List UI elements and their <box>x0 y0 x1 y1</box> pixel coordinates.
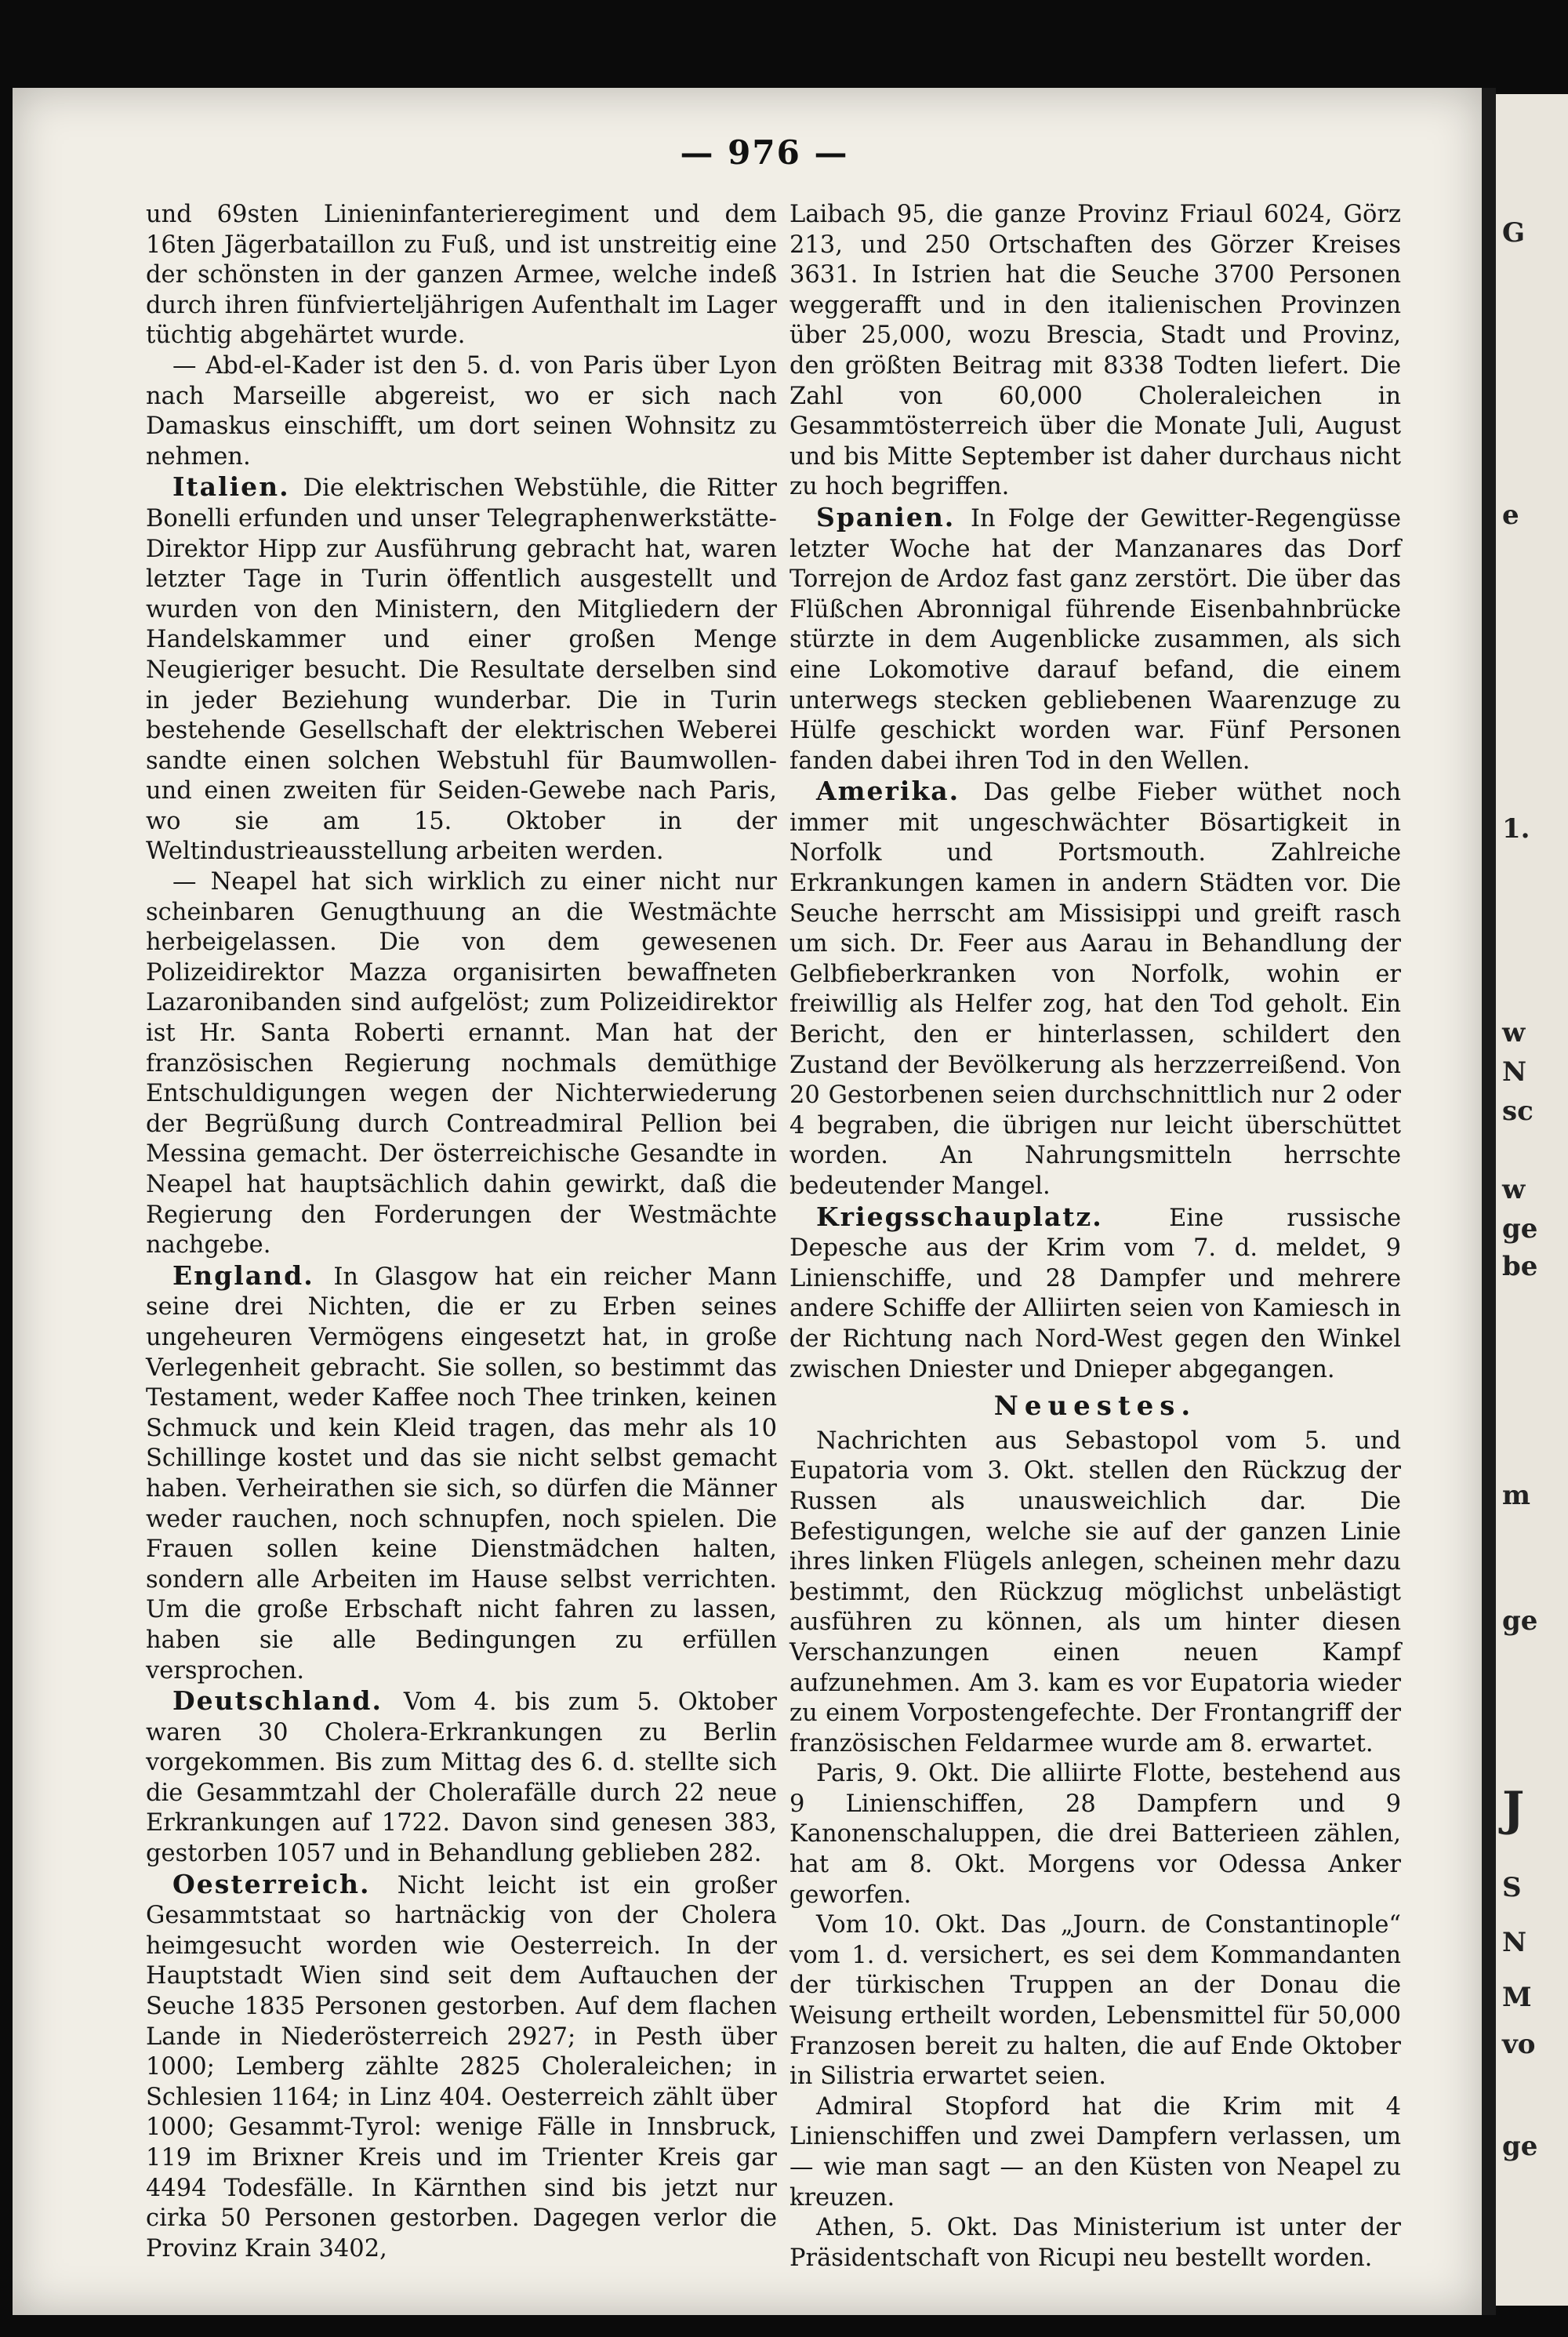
intro-paragraph: und 69sten Linieninfanterieregiment und dem 16ten Jägerbataillon zu Fuß, und ist unstreitig eine der schönsten in der ganzen Armee, welche indeß durch ihren fünfvierteljährigen Aufenthalt im Lager tüchtig abgehärtet wurde. <box>146 201 777 350</box>
spanien-section <box>789 503 1401 776</box>
adjacent-fragment: M <box>1502 1982 1532 2013</box>
kriegsschauplatz-section <box>789 1202 1401 1386</box>
adjacent-fragment: m <box>1502 1480 1530 1511</box>
section-text: In Glasgow hat ein reicher Mann seine drei Nichten, die er zu Erben seines ungeheuren Vermögens eingesetzt hat, in große Verlegenheit gebracht. Sie sollen, so bestimmt das Testament, weder Kaffee noch Thee trinken, keinen Schmuck und kein Kleid tragen, das mehr als 10 Schillinge kostet und das sie nicht selbst gemacht haben. Verheirathen sie sich, so dürfen die Männer weder rauchen, noch schnupfen, noch spielen. Die Frauen sollen keine Dienstmädchen halten, sondern alle Arbeiten im Hause selbst verrichten. Um die große Erbschaft nicht fahren zu lassen, haben sie alle Bedingungen zu erfüllen versprochen. <box>146 1263 777 1685</box>
adjacent-fragment: e <box>1502 500 1519 531</box>
adjacent-fragment: w <box>1502 1017 1526 1049</box>
neapel-paragraph: — Neapel hat sich wirklich zu einer nicht nur scheinbaren Genugthuung an die Westmächte herbeigelassen. Die von dem gewesenen Polizeidirektor Mazza organisirten bewaffneten Lazaronibanden sind aufgelöst; zum Polizeidirektor ist Hr. Santa Roberti ernannt. Man hat der französischen Regierung nochmals demüthige Entschuldigungen wegen der Nichterwiederung der Begrüßung durch Contreadmiral Pellion bei Messina gemacht. Der österreichische Gesandte in Neapel hat hauptsächlich dahin gewirkt, daß die Regierung den Forderungen der Westmächte nachgebe. <box>146 868 777 1259</box>
section-heading: Spanien. <box>816 501 971 532</box>
adjacent-fragment: N <box>1502 1056 1527 1088</box>
italien-section <box>146 472 777 867</box>
section-text: Vom 4. bis zum 5. Oktober waren 30 Cholera-Erkrankungen zu Berlin vorgekommen. Bis zum Mittag des 6. d. stellte sich die Gesammtzahl der Cholerafälle durch 22 neue Erkrankungen auf 1722. Davon sind genesen 383, gestorben 1057 und in Behandlung geblieben 282. <box>146 1688 777 1868</box>
amerika-section <box>789 776 1401 1201</box>
section-text: Das gelbe Fieber wüthet noch immer mit ungeschwächter Bösartigkeit in Norfolk und Portsmouth. Zahlreiche Erkrankungen kamen in andern Städten vor. Die Seuche herrscht am Missisippi und greift rasch um sich. Dr. Feer aus Aarau in Behandlung der Gelbfieberkranken von Norfolk, wohin er freiwillig als Helfer zog, hat den Tod geholt. Ein Bericht, den er hinterlassen, schildert den Zustand der Bevölkerung als herzzerreißend. Von 20 Gestorbenen seien durchschnittlich nur 2 oder 4 begraben, die übrigen nur leicht überschüttet worden. An Nahrungsmitteln herrschte bedeutender Mangel. <box>789 779 1401 1200</box>
section-text: Nicht leicht ist ein großer Gesammtstaat so hartnäckig von der Cholera heimgesucht worden wie Oesterreich. In der Hauptstadt Wien sind seit dem Auftauchen der Seuche 1835 Personen gestorben. Auf dem flachen Lande in Niederösterreich 2927; in Pesth über 1000; Lemberg zählte 2825 Choleraleichen; in Schlesien 1164; in Linz 404. Oesterreich zählt über 1000; Gesammt-Tyrol: wenige Fälle in Innsbruck, 119 im Brixner Kreis und im Trienter Kreis gar 4494 Todesfälle. In Kärnthen sind bis jetzt nur cirka 50 Personen gestorben. Dagegen verlor die Provinz Krain 3402, <box>146 1871 778 2262</box>
abdel-kader-paragraph: — Abd-el-Kader ist den 5. d. von Paris über Lyon nach Marseille abgereist, wo er sich nach Damaskus einschifft, um dort seinen Wohnsitz zu nehmen. <box>146 351 777 471</box>
adjacent-fragment: ge <box>1502 2131 1538 2162</box>
right-column <box>789 200 1401 2273</box>
section-text: Die elektrischen Webstühle, die Ritter Bonelli erfunden und unser Telegraphenwerkstätte-Direktor Hipp zur Ausführung gebracht hat, waren letzter Tage in Turin öffentlich ausgestellt und wurden von den Ministern, den Mitgliedern der Handelskammer und einer großen Menge Neugieriger besucht. Die Resultate derselben sind in jeder Beziehung wunderbar. Die in Turin bestehende Gesellschaft der elektrischen Weberei sandte einen solchen Webstuhl für Baumwollen- und einen zweiten für Seiden-Gewebe nach Paris, wo sie am 15. Oktober in der Weltindustrieausstellung arbeiten werden. <box>146 474 777 866</box>
section-text: Eine russische Depesche aus der Krim vom 7. d. meldet, 9 Linienschiffe, und 28 Dampfer und mehrere andere Schiffe der Alliirten seien von Kamiesch in der Richtung nach Nord-West gegen den Winkel zwischen Dniester und Dnieper abgegangen. <box>789 1204 1401 1383</box>
adjacent-fragment: ge <box>1502 1605 1538 1637</box>
adjacent-fragment: J <box>1502 1782 1525 1837</box>
section-text: In Folge der Gewitter-Regengüsse letzter Woche hat der Manzanares das Dorf Torrejon de Ardoz fast ganz zerstört. Die über das Flüßchen Abronnigal führende Eisenbahnbrücke stürzte in dem Augenblicke zusammen, als sich eine Lokomotive darauf befand, die einem unterwegs stecken gebliebenen Waarenzuge zu Hülfe geschickt worden war. Fünf Personen fanden dabei ihren Tod in den Wellen. <box>789 504 1401 775</box>
adjacent-fragment: vo <box>1502 2029 1536 2060</box>
constantinople-paragraph: Vom 10. Okt. Das „Journ. de Constantinople“ vom 1. d. versichert, es sei dem Kommandanten der türkischen Truppen an der Donau die Weisung ertheilt worden, Lebensmittel für 50,000 Franzosen bereit zu halten, die auf Ende Oktober in Silistria erwartet seien. <box>789 1911 1401 2091</box>
section-heading: Italien. <box>172 471 303 503</box>
section-heading: Deutschland. <box>172 1685 404 1717</box>
adjacent-fragment: G <box>1502 217 1526 249</box>
adjacent-fragment: ge <box>1502 1213 1538 1245</box>
section-heading: England. <box>172 1259 334 1291</box>
section-heading: Amerika. <box>816 776 984 807</box>
laibach-paragraph: Laibach 95, die ganze Provinz Friaul 6024, Görz 213, und 250 Ortschaften des Görzer Kreises 3631. In Istrien hat die Seuche 3700 Personen weggerafft und in den italienischen Provinzen über 25,000, wozu Brescia, Stadt und Provinz, den größten Beitrag mit 8338 Todten liefert. Die Zahl von 60,000 Choleraleichen in Gesammtösterreich über die Monate Juli, August und bis Mitte September ist daher durchaus nicht zu hoch begriffen. <box>789 201 1401 501</box>
england-section <box>146 1261 777 1686</box>
paris-paragraph: Paris, 9. Okt. Die alliirte Flotte, bestehend aus 9 Linienschiffen, 28 Dampfern und 9 Kanonenschaluppen, die drei Batterieen zählen, hat am 8. Okt. Morgens vor Odessa Anker geworfen. <box>789 1760 1401 1909</box>
section-heading: Kriegsschauplatz. <box>816 1201 1170 1232</box>
adjacent-fragment: N <box>1502 1927 1527 1958</box>
page-number: — 976 — <box>680 133 849 172</box>
neuestes-heading: Neuestes. <box>993 1390 1197 1423</box>
page-gutter <box>1482 88 1496 2315</box>
adjacent-page-edge <box>1496 94 1568 2306</box>
athen-paragraph: Athen, 5. Okt. Das Ministerium ist unter der Präsidentschaft von Ricupi neu bestellt worden. <box>789 2214 1401 2272</box>
stopford-paragraph: Admiral Stopford hat die Krim mit 4 Linienschiffen und zwei Dampfern verlassen, um — wie man sagt — an den Küsten von Neapel zu kreuzen. <box>789 2092 1401 2212</box>
deutschland-section <box>146 1686 777 1870</box>
adjacent-fragment: sc <box>1502 1096 1534 1127</box>
left-column <box>146 200 777 2264</box>
adjacent-fragment: be <box>1502 1251 1538 1282</box>
adjacent-fragment: S <box>1502 1872 1522 1903</box>
adjacent-fragment: w <box>1502 1174 1526 1205</box>
oesterreich-section <box>146 1870 777 2265</box>
sebastopol-paragraph: Nachrichten aus Sebastopol vom 5. und Eupatoria vom 3. Okt. stellen den Rückzug der Russen als unausweichlich dar. Die Befestigungen, welche sie auf der ganzen Linie ihres linken Flügels anlegen, scheinen mehr dazu bestimmt, den Rückzug möglichst unbelästigt ausführen zu können, als um hinter diesen Verschanzungen einen neuen Kampf aufzunehmen. Am 3. kam es vor Eupatoria wieder zu einem Vorpostengefechte. Der Frontangriff der französischen Feldarmee wurde am 8. erwartet. <box>789 1427 1401 1757</box>
section-heading: Oesterreich. <box>172 1868 397 1899</box>
adjacent-fragment: 1. <box>1502 813 1530 845</box>
